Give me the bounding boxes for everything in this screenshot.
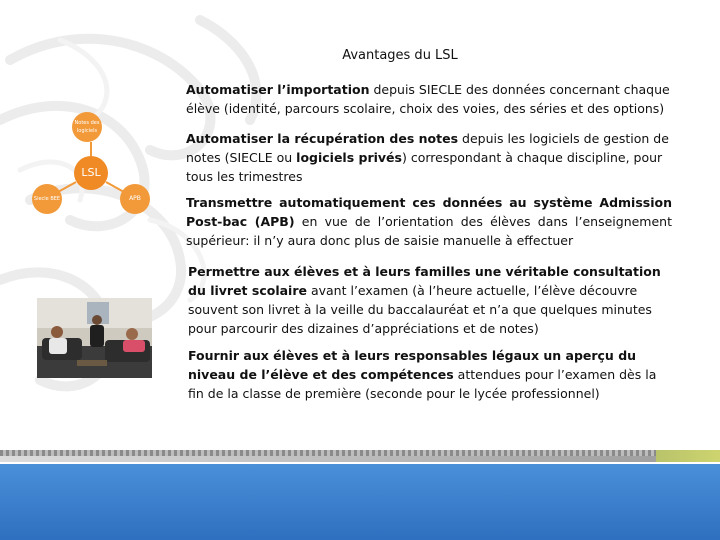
p2-mid: depuis les logiciels de gestion de notes (SIECLE ou — [186, 131, 669, 165]
diagram-node-siecle: Siecle BEE — [32, 184, 62, 214]
diagram-node-apb: APB — [120, 184, 150, 214]
p4-text: avant l’examen (à l’heure actuelle, l’élève découvre souvent son livret à la veille du baccalauréat et n’a que quelques minutes pour parcourir des dizaines d’appréciations et de notes) — [188, 283, 652, 336]
paragraph-import — [186, 80, 686, 118]
slide-title: Avantages du LSL — [342, 48, 458, 63]
footer-bar — [0, 450, 720, 540]
p1-text: depuis SIECLE des données concernant chaque élève (identité, parcours scolaire, choix des voies, des séries et des options) — [186, 82, 670, 116]
diagram-node-lsl: LSL — [74, 156, 108, 190]
lsl-diagram — [0, 100, 180, 230]
p2-text: ) correspondant à chaque discipline, pour tous les trimestres — [186, 150, 663, 184]
paragraph-notes — [186, 129, 676, 186]
p5-bold: Fournir aux élèves et à leurs responsables légaux un aperçu du niveau de l’élève et des compétences — [188, 348, 637, 382]
p4-bold: Permettre aux élèves et à leurs familles une véritable consultation du livret scolaire — [188, 264, 661, 298]
paragraph-apercu — [188, 346, 668, 403]
p2-bold2: logiciels privés — [296, 150, 402, 165]
diagram-node-notes: Notes des logiciels — [72, 112, 102, 142]
p2-bold1: Automatiser la récupération des notes — [186, 131, 459, 146]
family-photo-illustration — [37, 298, 152, 378]
paragraph-consultation — [188, 262, 676, 338]
footer-blue-band — [0, 464, 720, 540]
footer-stripe-gradient — [0, 456, 720, 462]
p3-bold: Transmettre automatiquement ces données au système Admission Post-bac (APB) — [186, 195, 672, 229]
family-photo — [37, 298, 152, 378]
paragraph-apb — [186, 193, 672, 250]
p1-bold: Automatiser l’importation — [186, 82, 370, 97]
p3-text: en vue de l’orientation des élèves dans l’enseignement supérieur: il n’y aura donc plus de saisie manuelle à effectuer — [186, 214, 672, 248]
footer-accent — [656, 450, 720, 462]
p5-text: attendues pour l’examen dès la fin de la classe de première (seconde pour le lycée professionnel) — [188, 367, 657, 401]
